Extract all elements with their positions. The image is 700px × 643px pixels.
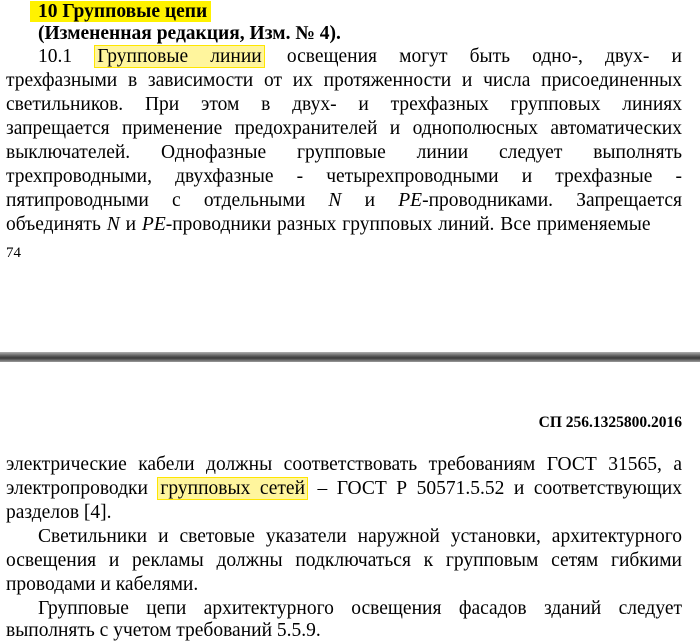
p2-line-8: выполнять с учетом требований 5.5.9. xyxy=(6,620,321,641)
para-line-6: трехпроводными, двухфазные - четырехпроводными и трехфазные - xyxy=(6,166,682,187)
page-separator xyxy=(0,352,700,362)
para-line-5: выключателей. Однофазные групповые линии следует выполнять xyxy=(6,142,682,163)
para-line-8: объединять N и PE-проводники разных групповых линий. Все применяемые xyxy=(6,214,651,235)
p2-line-2: электропроводки групповых сетей – ГОСТ Р 50571.5.52 и соответствующих xyxy=(6,478,682,499)
document-code: СП 256.1325800.2016 xyxy=(538,414,682,431)
para-line-3: светильников. При этом в двух- и трехфазных групповых линиях xyxy=(6,94,682,115)
page-number: 74 xyxy=(6,245,21,261)
para-line-1: 10.1 Групповые линии освещения могут быть одно-, двух- и xyxy=(38,46,682,67)
highlight-group-networks: групповых сетей xyxy=(157,477,308,500)
para-line-7: пятипроводными с отдельными N и PE-проводниками. Запрещается xyxy=(6,190,682,211)
amendment-note: (Измененная редакция, Изм. № 4). xyxy=(38,23,341,44)
p2-line-7: Групповые цепи архитектурного освещения фасадов зданий следует xyxy=(38,598,682,619)
para-line-4: запрещается применение предохранителей и однополюсных автоматических xyxy=(6,118,682,139)
clause-number: 10.1 xyxy=(38,46,73,67)
p2-line-1: электрические кабели должны соответствовать требованиям ГОСТ 31565, а xyxy=(6,454,682,475)
highlight-group-lines: Групповые линии xyxy=(94,45,264,68)
para-line-2: трехфазными в зависимости от их протяженности и числа присоединенных xyxy=(6,70,682,91)
p2-line-3: разделов [4]. xyxy=(6,502,112,523)
section-heading xyxy=(30,0,211,24)
section-title: 10 Групповые цепи xyxy=(30,1,211,22)
p2-line-6: проводами и кабелями. xyxy=(6,574,199,595)
p2-line-4: Светильники и световые указатели наружной установки, архитектурного xyxy=(38,526,682,547)
p2-line-5: освещения и рекламы должны подключаться к групповым сетям гибкими xyxy=(6,550,682,571)
